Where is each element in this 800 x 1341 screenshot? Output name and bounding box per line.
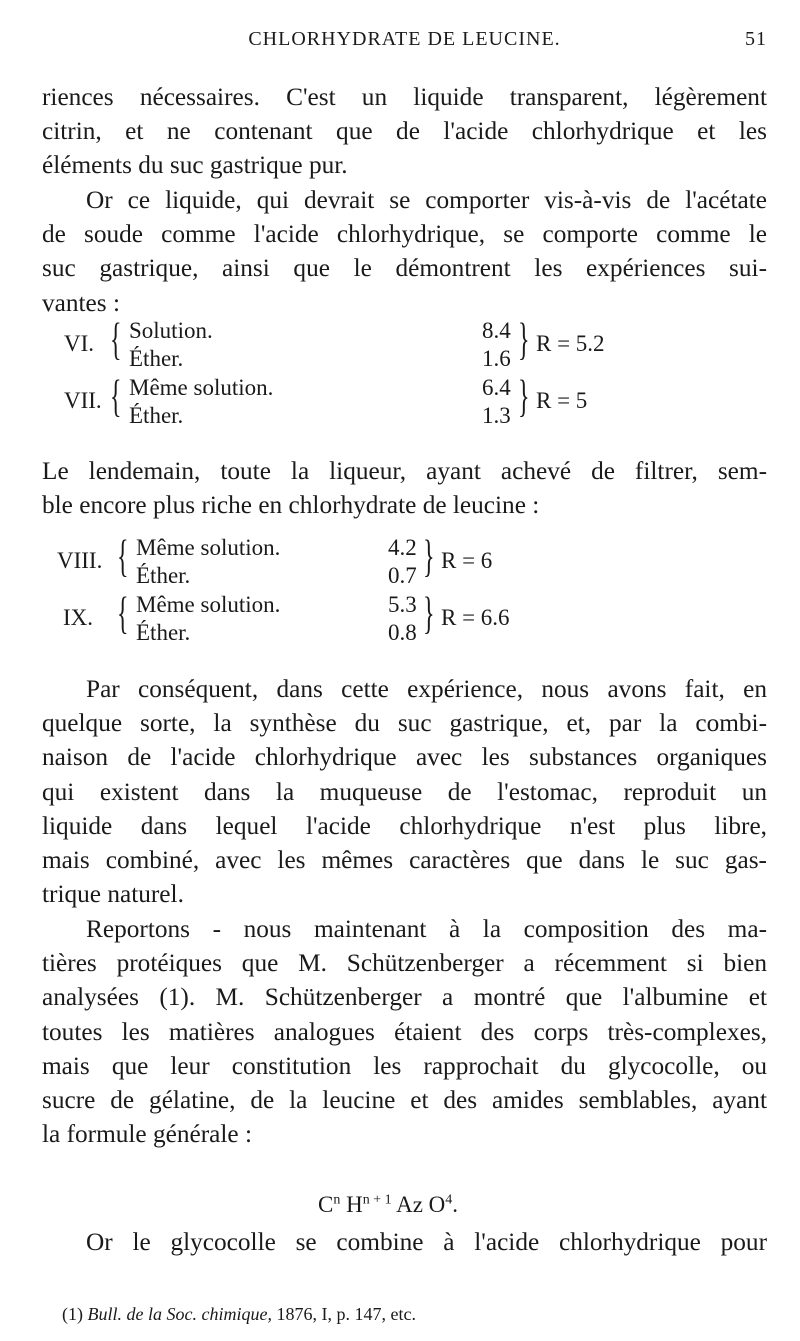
text-line: Par conséquent, dans cette expérience, nous avons fait, en xyxy=(86,675,767,703)
paragraph-4 xyxy=(42,672,767,911)
left-brace: { xyxy=(117,590,129,640)
paragraph-3 xyxy=(42,454,767,522)
text-line: ble encore plus riche en chlorhydrate de leucine : xyxy=(42,491,540,520)
text-line: éléments du suc gastrique pur. xyxy=(42,151,348,180)
paragraph-6 xyxy=(42,1225,767,1259)
text-line: de soude comme l'acide chlorhydrique, se comporte comme le xyxy=(42,220,767,249)
text-line: mais combiné, avec les mêmes caractères que dans le suc gas- xyxy=(42,846,767,875)
result-value: R = 6 xyxy=(441,548,493,573)
paragraph-1 xyxy=(42,80,767,183)
formula-h: H xyxy=(346,1192,363,1217)
row-label: Même solution. xyxy=(136,535,281,560)
result-value: R = 6.6 xyxy=(441,605,510,630)
row-label: Même solution. xyxy=(129,375,274,400)
text-line: Or le glycocolle se combine à l'acide chlorhydrique pour xyxy=(86,1228,767,1256)
experiment-vii xyxy=(64,373,704,432)
row-value: 5.3 xyxy=(388,592,417,617)
row-value: 0.8 xyxy=(388,620,417,645)
experiment-numeral: VII. xyxy=(64,388,102,413)
result-value: R = 5.2 xyxy=(536,331,605,356)
experiment-numeral: VIII. xyxy=(57,548,103,573)
row-label: Éther. xyxy=(136,563,191,588)
left-brace: { xyxy=(110,373,122,423)
text-line: naison de l'acide chlorhydrique avec les substances organiques xyxy=(42,743,767,772)
footnote-mark: (1) xyxy=(62,1304,83,1324)
row-value: 1.3 xyxy=(482,403,511,428)
text-line: analysées (1). M. Schützenberger a montré que l'albumine et xyxy=(42,983,767,1012)
formula-c: C xyxy=(318,1192,334,1217)
right-brace: } xyxy=(423,590,435,640)
paragraph-5 xyxy=(42,912,767,1151)
text-line: vantes : xyxy=(42,288,120,317)
row-label: Éther. xyxy=(136,620,191,645)
text-line: Le lendemain, toute la liqueur, ayant achevé de filtrer, sem- xyxy=(42,457,767,485)
right-brace: } xyxy=(518,316,530,366)
left-brace: { xyxy=(117,533,129,583)
row-value: 8.4 xyxy=(482,318,511,343)
text-line: mais que leur constitution les rapprochait du glycocolle, ou xyxy=(42,1051,767,1080)
experiment-numeral: VI. xyxy=(64,331,95,356)
right-brace: } xyxy=(518,373,530,423)
text-line: Or ce liquide, qui devrait se comporter vis-à-vis de l'acétate xyxy=(86,186,767,214)
text-line: citrin, et ne contenant que de l'acide chlorhydrique et les xyxy=(42,117,767,146)
page-number: 51 xyxy=(745,28,767,50)
text-line: trique naturel. xyxy=(42,880,184,909)
row-label: Éther. xyxy=(129,346,184,371)
row-value: 1.6 xyxy=(482,346,511,371)
formula-h-exponent: n + 1 xyxy=(362,1192,392,1208)
experiment-viii xyxy=(57,533,697,592)
paragraph-2 xyxy=(42,183,767,320)
experiment-ix xyxy=(57,590,697,649)
text-line: Reportons - nous maintenant à la composition des ma- xyxy=(86,915,767,943)
formula-end: . xyxy=(452,1192,459,1217)
formula-o-exponent: 4 xyxy=(445,1192,453,1208)
row-value: 0.7 xyxy=(388,563,417,588)
experiment-vi xyxy=(64,316,704,375)
running-header xyxy=(42,24,767,54)
footnote-details: 1876, I, p. 147, etc. xyxy=(276,1304,416,1324)
footnote-source: Bull. de la Soc. chimique, xyxy=(87,1304,272,1324)
text-line: la formule générale : xyxy=(42,1120,252,1149)
experiment-numeral: IX. xyxy=(63,605,94,630)
text-line: quelque sorte, la synthèse du suc gastrique, et, par la combi- xyxy=(42,709,767,738)
row-value: 4.2 xyxy=(388,535,417,560)
general-formula xyxy=(318,1192,458,1218)
result-value: R = 5 xyxy=(536,388,588,413)
row-label: Même solution. xyxy=(136,592,281,617)
footnote xyxy=(62,1304,416,1325)
running-title: CHLORHYDRATE DE LEUCINE. xyxy=(248,28,561,50)
formula-c-exponent: n xyxy=(333,1192,341,1208)
text-line: tières protéiques que M. Schützenberger a récemment si bien xyxy=(42,949,767,978)
row-label: Éther. xyxy=(129,403,184,428)
text-line: qui existent dans la muqueuse de l'estomac, reproduit un xyxy=(42,777,767,806)
left-brace: { xyxy=(110,316,122,366)
right-brace: } xyxy=(423,533,435,583)
text-line: suc gastrique, ainsi que le démontrent les expériences sui- xyxy=(42,254,767,283)
row-value: 6.4 xyxy=(482,375,511,400)
text-line: liquide dans lequel l'acide chlorhydrique n'est plus libre, xyxy=(42,811,767,840)
text-line: toutes les matières analogues étaient des corps très-complexes, xyxy=(42,1017,767,1046)
formula-rest: Az O xyxy=(396,1192,446,1217)
text-line: sucre de gélatine, de la leucine et des amides semblables, ayant xyxy=(42,1086,767,1115)
text-line: riences nécessaires. C'est un liquide transparent, légèrement xyxy=(42,83,767,111)
row-label: Solution. xyxy=(129,318,213,343)
